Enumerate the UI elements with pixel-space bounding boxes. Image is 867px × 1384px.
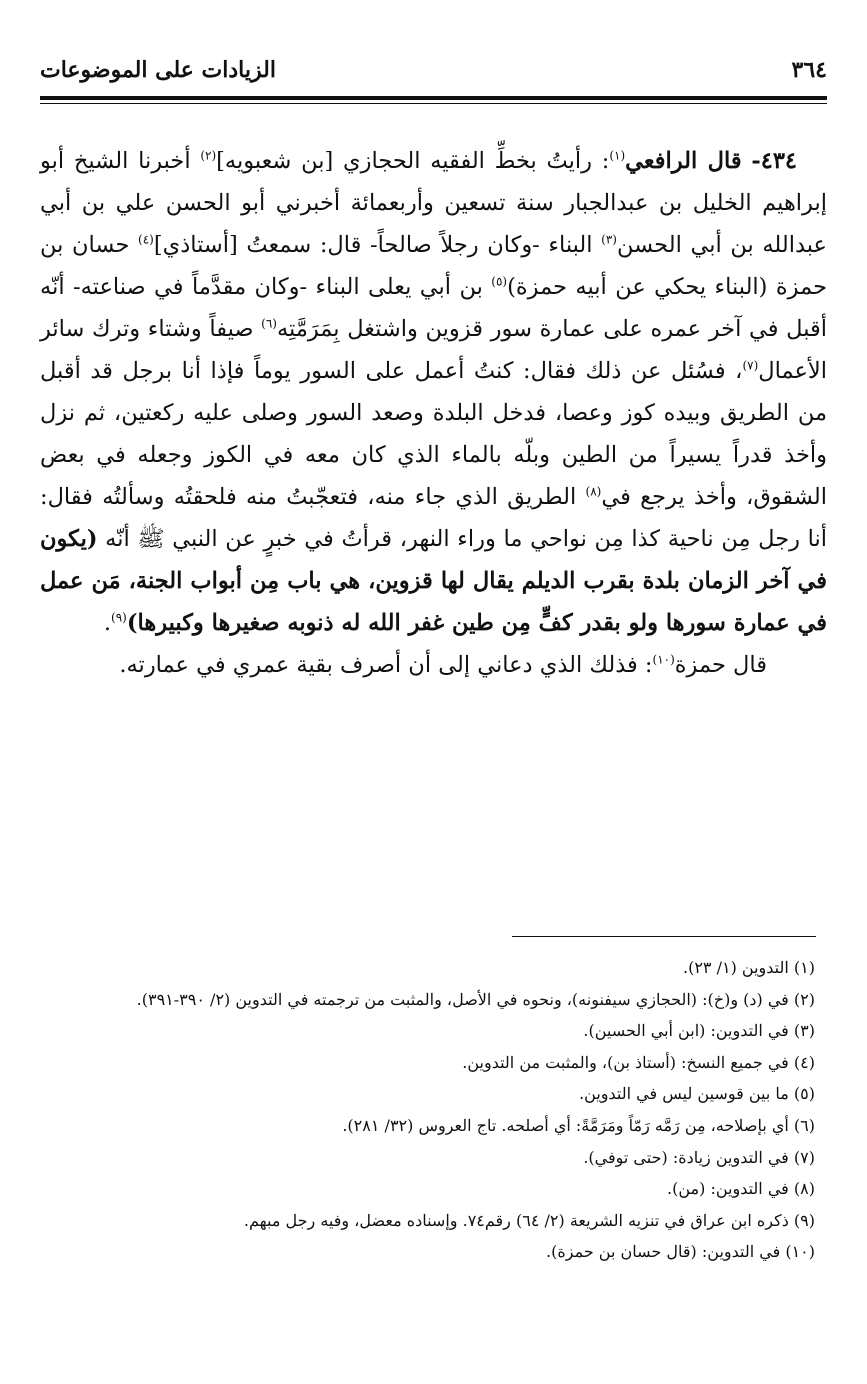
footnote-ref-10: (١٠) xyxy=(652,652,675,667)
hadith-text: (يكون في آخر الزمان بلدة بقرب الديلم يقال لها قزوين، هي باب مِن أبواب الجنة، مَن عمل في عمارة سورها ولو بقدر كفٍّ مِن طين غفر الله له ذنوبه صغيرها وكبيرها) xyxy=(40,526,827,636)
page-header xyxy=(40,50,827,90)
text-segment: . xyxy=(103,610,111,636)
footnote-6: (٦) أي بإصلاحه، مِن رَمَّه رَمّاً ومَرَمَّةً: أي أصلحه. تاج العروس (٣٢/ ٢٨١). xyxy=(342,1115,815,1135)
footnote-ref-5: (٥) xyxy=(491,274,508,289)
page-number: ٣٦٤ xyxy=(791,57,827,83)
speaker-name: قال الرافعي xyxy=(625,148,742,174)
footnotes xyxy=(40,952,815,1268)
paragraph-hamza xyxy=(40,644,827,686)
footnote-10: (١٠) في التدوين: (قال حسان بن حمزة). xyxy=(546,1242,815,1262)
footnote-ref-1: (١) xyxy=(609,148,626,163)
header-rule-thick xyxy=(40,96,827,100)
footnote-9: (٩) ذكره ابن عراق في تنزيه الشريعة (٢/ ٦٤) رقم٧٤. وإسناده معضل، وفيه رجل مبهم. xyxy=(243,1210,815,1230)
footnote-7: (٧) في التدوين زيادة: (حتى توفي). xyxy=(583,1147,815,1167)
footnote-ref-6: (٦) xyxy=(261,316,277,331)
running-title: الزيادات على الموضوعات xyxy=(40,57,276,83)
footnote-1: (١) التدوين (١/ ٢٣). xyxy=(683,958,815,977)
footnote-ref-4: (٤) xyxy=(138,232,154,247)
footnote-5: (٥) ما بين قوسين ليس في التدوين. xyxy=(579,1084,815,1104)
text-segment: بن أبي يعلى البناء -وكان مقدَّماً في صناعته- أنّه أقبل في آخر عمره على عمارة سور قزوين واشتغل بِمَرَمَّتِه xyxy=(40,274,827,342)
text-segment: أخبرنا الشيخ أبو إبراهيم الخليل بن عبدالجبار سنة تسعين وأربعمائة أخبرني أبو الحسن علي بن أبي عبدالله بن أبي الحسن xyxy=(40,148,827,258)
header-rule-thin xyxy=(40,103,827,104)
text-segment: : رأيتُ بخطِّ الفقيه الحجازي [بن شعبويه] xyxy=(216,148,610,174)
footnote-ref-7: (٧) xyxy=(742,358,759,373)
text-segment: صيفاً وشتاء وترك سائر الأعمال xyxy=(40,316,827,384)
text-segment: قال حمزة xyxy=(674,652,767,678)
footnote-ref-9: (٩) xyxy=(111,610,127,625)
text-segment: حسان بن حمزة (البناء يحكي عن أبيه حمزة) xyxy=(40,232,827,300)
entry-number: ٤٣٤- xyxy=(751,148,797,174)
footnote-2: (٢) في (د) و(خ): (الحجازي سيفنونه)، ونحوه في الأصل، والمثبت من ترجمته في التدوين (٢/ ٣٩٠-٣٩١). xyxy=(136,989,815,1009)
footnote-8: (٨) في التدوين: (من). xyxy=(667,1179,815,1199)
text-segment: : فذلك الذي دعاني إلى أن أصرف بقية عمري في عمارته. xyxy=(119,652,653,678)
footnote-separator xyxy=(512,936,816,937)
footnote-3: (٣) في التدوين: (ابن أبي الحسين). xyxy=(583,1021,815,1041)
text-segment: الطريق الذي جاء منه، فتعجّبتُ منه فلحقتُه وسألتُه فقال: أنا رجل مِن ناحية كذا مِن نواحي ما وراء النهر، قرأتُ في خبرٍ عن النبي ﷺ أنّه xyxy=(40,484,827,552)
footnote-ref-2: (٢) xyxy=(200,148,217,163)
footnote-4: (٤) في جميع النسخ: (أستاذ بن)، والمثبت من التدوين. xyxy=(462,1052,815,1072)
paragraph-434 xyxy=(40,140,827,644)
footnote-ref-8: (٨) xyxy=(585,484,602,499)
text-segment: ، فسُئل عن ذلك فقال: كنتُ أعمل على السور يوماً فإذا أنا برجل قد أقبل من الطريق وبيده كوز وعصا، فدخل البلدة وصعد السور وصلى عليه ركعتين، ثم نزل وأخذ قدراً يسيراً من الطين وبلّه بالماء الذي كان معه في الكوز وجعله في بعض الشقوق، وأخذ يرجع في xyxy=(40,358,827,510)
main-text xyxy=(40,140,827,686)
footnote-ref-3: (٣) xyxy=(601,232,617,247)
text-segment: البناء -وكان رجلاً صالحاً- قال: سمعتُ [أستاذي] xyxy=(153,232,602,258)
